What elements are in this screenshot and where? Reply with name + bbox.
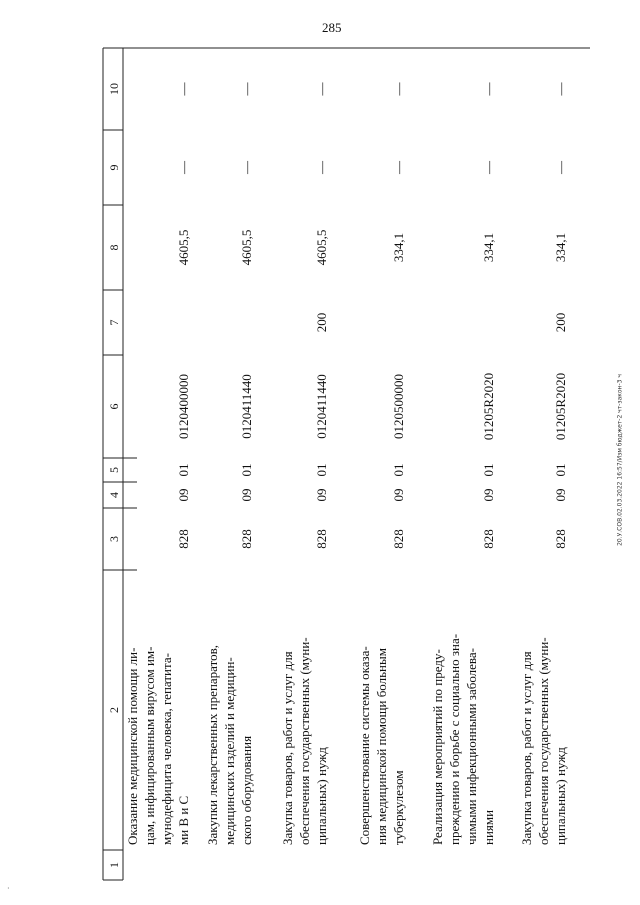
cell-subsection: 01 — [391, 463, 406, 477]
cell-subsection: 01 — [239, 463, 254, 477]
row-name-line: Оказание медицинской помощи ли- — [125, 647, 140, 845]
cell-section: 09 — [239, 488, 254, 502]
cell-code-828: 828 — [481, 529, 496, 549]
row-name-line: ния медицинской помощи больным — [374, 648, 389, 845]
cell-dash-10: — — [481, 82, 496, 96]
cell-dash-10: — — [314, 82, 329, 96]
cell-dash-9: — — [481, 161, 496, 174]
cell-subsection: 01 — [553, 463, 568, 477]
margin-dot: · — [7, 884, 10, 893]
cell-dash-10: — — [176, 82, 191, 96]
cell-expense-type: 200 — [314, 312, 329, 333]
table-content — [107, 82, 568, 869]
cell-target-article: 0120500000 — [391, 374, 406, 439]
header-label-8: 8 — [107, 244, 121, 251]
cell-dash-9: — — [176, 161, 191, 174]
cell-dash-10: — — [391, 82, 406, 96]
cell-section: 09 — [481, 488, 496, 502]
cell-code-828: 828 — [176, 529, 191, 549]
cell-code-828: 828 — [391, 529, 406, 549]
row-name-line: преждению и борьбе с социально зна- — [447, 633, 462, 845]
cell-dash-9: — — [553, 161, 568, 174]
row-name-line: ского оборудования — [239, 735, 254, 845]
cell-target-article: 01205R2020 — [553, 372, 568, 441]
row-name-line: ципальных) нужд — [553, 747, 568, 845]
row-name-line: туберкулезом — [391, 770, 406, 845]
cell-amount: 4605,5 — [314, 229, 329, 266]
row-name-line: ми В и С — [176, 795, 191, 845]
cell-amount: 334,1 — [553, 232, 568, 263]
row-name-line: Закупка товаров, работ и услуг для — [280, 651, 295, 845]
cell-amount: 4605,5 — [239, 229, 254, 266]
header-label-3: 3 — [107, 536, 121, 542]
header-label-7: 7 — [107, 319, 121, 326]
cell-target-article: 01205R2020 — [481, 372, 496, 441]
row-name-line: чимыми инфекционными заболева- — [464, 648, 479, 845]
cell-code-828: 828 — [239, 529, 254, 549]
cell-subsection: 01 — [481, 463, 496, 477]
header-label-1: 1 — [107, 862, 121, 868]
header-label-5: 5 — [107, 467, 121, 473]
cell-target-article: 0120400000 — [176, 374, 191, 439]
row-name-line: Закупка товаров, работ и услуг для — [519, 651, 534, 845]
cell-subsection: 01 — [176, 463, 191, 477]
row-name-line: ниями — [481, 809, 496, 845]
cell-dash-9: — — [314, 161, 329, 174]
page-number: 285 — [322, 20, 342, 35]
header-label-4: 4 — [107, 492, 121, 498]
row-name-line: мунодефицита человека, гепатита- — [159, 653, 174, 845]
side-stamp-text: 20.У.СОВ.02.03.2022 16:57/Изм бюджет-2 чт-закон-3 ч — [616, 374, 624, 546]
cell-amount: 334,1 — [391, 232, 406, 263]
header-label-6: 6 — [107, 403, 121, 410]
row-name-line: ципальных) нужд — [314, 747, 329, 845]
cell-dash-9: — — [239, 161, 254, 174]
cell-section: 09 — [314, 488, 329, 502]
row-name-line: цам, инфицированным вирусом им- — [142, 646, 157, 845]
row-name-line: Реализация мероприятий по преду- — [430, 649, 445, 845]
cell-amount: 4605,5 — [176, 229, 191, 266]
header-label-9: 9 — [107, 164, 121, 171]
row-name-line: обеспечения государственных (муни- — [297, 637, 312, 845]
cell-dash-10: — — [553, 82, 568, 96]
row-name-line: обеспечения государственных (муни- — [536, 637, 551, 845]
cell-amount: 334,1 — [481, 232, 496, 263]
cell-section: 09 — [176, 488, 191, 502]
cell-section: 09 — [553, 488, 568, 502]
cell-target-article: 0120411440 — [314, 374, 329, 439]
cell-section: 09 — [391, 488, 406, 502]
cell-subsection: 01 — [314, 463, 329, 477]
cell-code-828: 828 — [314, 529, 329, 549]
header-label-2: 2 — [107, 707, 121, 713]
row-name-line: медицинских изделий и медицин- — [222, 657, 237, 845]
row-name-line: Совершенствование системы оказа- — [357, 646, 372, 845]
cell-dash-9: — — [391, 161, 406, 174]
cell-code-828: 828 — [553, 529, 568, 549]
cell-target-article: 0120411440 — [239, 374, 254, 439]
row-name-line: Закупки лекарственных препаратов, — [205, 644, 220, 845]
cell-dash-10: — — [239, 82, 254, 96]
header-label-10: 10 — [107, 83, 121, 95]
cell-expense-type: 200 — [553, 312, 568, 333]
